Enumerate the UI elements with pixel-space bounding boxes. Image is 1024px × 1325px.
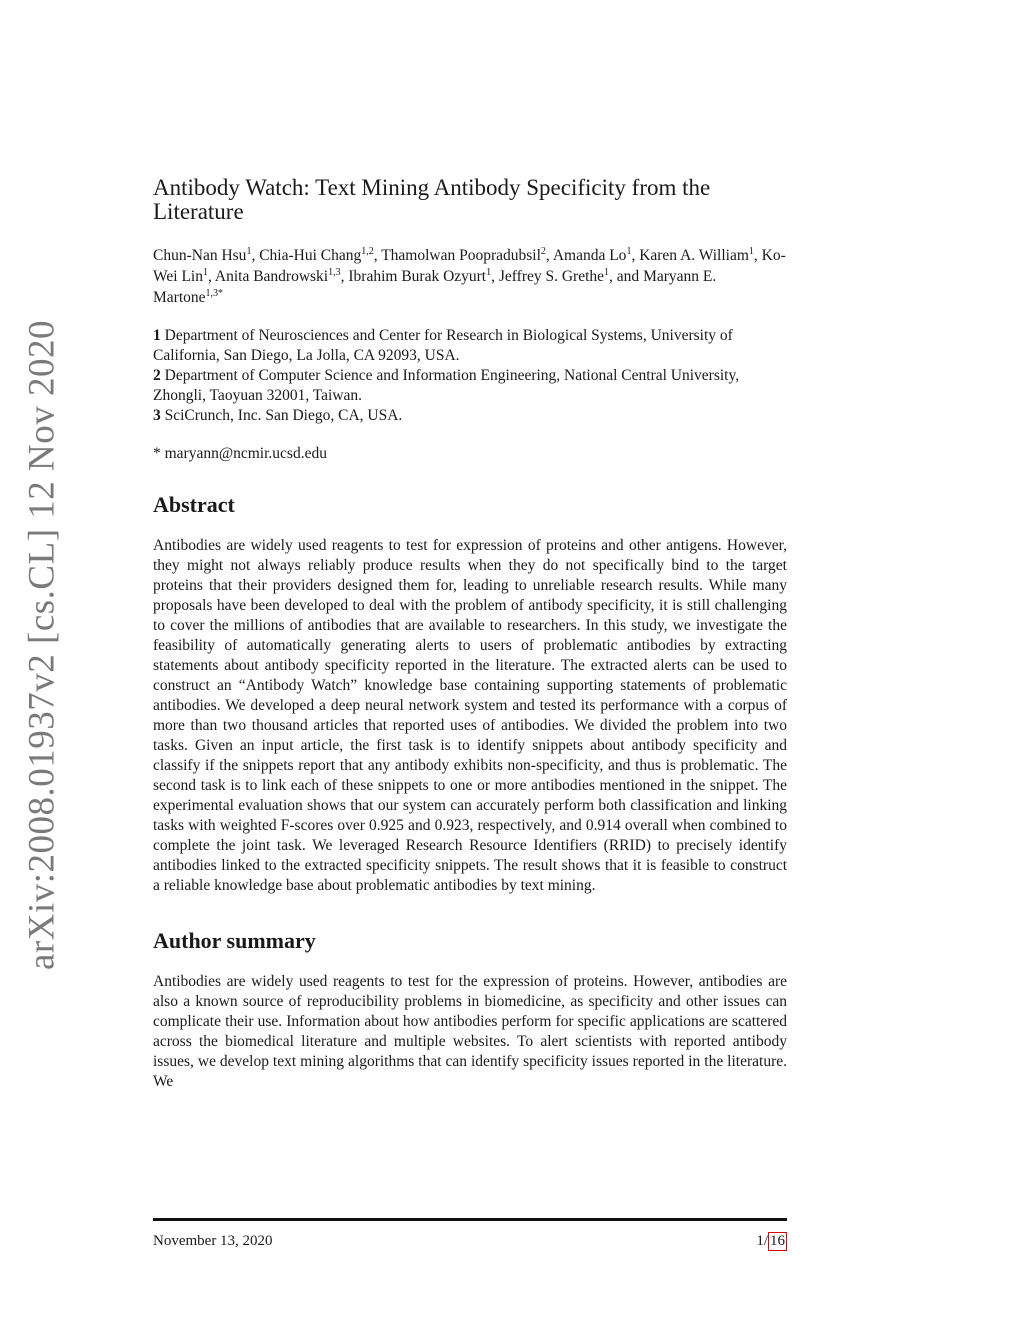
affiliation-number: 3 xyxy=(153,407,161,424)
author-affiliation-marker: 1,3* xyxy=(205,287,224,299)
author xyxy=(259,247,374,264)
affiliation-text: SciCrunch, Inc. San Diego, CA, USA. xyxy=(160,407,403,424)
author xyxy=(553,247,632,264)
author xyxy=(499,268,609,285)
author-summary-heading: Author summary xyxy=(153,928,316,953)
author-affiliation-marker: 1 xyxy=(604,266,610,278)
affiliation-list xyxy=(153,326,787,426)
author-affiliation-marker: 2 xyxy=(540,245,546,257)
paper-content xyxy=(153,176,787,1092)
page-current: 1 xyxy=(756,1233,764,1249)
author-name: Anita Bandrowski xyxy=(214,268,329,285)
affiliation-number: 2 xyxy=(153,367,161,384)
author-name: Chun-Nan Hsu xyxy=(153,247,247,264)
author-name: Jeffrey S. Grethe xyxy=(498,268,605,285)
author-summary-text: Antibodies are widely used reagents to test for the expression of proteins. However, antibodies are also a known source of reproducibility problems in biomedicine, as specificity and other issues can complicate their use. Information about how antibodies perform for specific applications are scattered across the biomedical literature and multiple websites. To alert scientists with reported antibody issues, we develop text mining algorithms that can identify specificity issues reported in the literature. We xyxy=(153,973,787,1090)
author xyxy=(639,247,754,264)
arxiv-identifier: arXiv:2008.01937v2 [cs.CL] 12 Nov 2020 xyxy=(21,320,63,970)
footer-divider xyxy=(153,1218,787,1221)
author-affiliation-marker: 1 xyxy=(748,245,754,257)
page-number xyxy=(756,1232,787,1251)
author-name: Chia-Hui Chang xyxy=(259,247,362,264)
page-total-link[interactable]: 16 xyxy=(770,1233,785,1249)
author-name: Thamolwan Poopradubsil xyxy=(381,247,541,264)
author-affiliation-marker: 1 xyxy=(202,266,208,278)
corresponding-email: * maryann@ncmir.ucsd.edu xyxy=(153,445,327,462)
affiliation xyxy=(153,326,787,366)
author xyxy=(381,247,546,264)
author-name: Maryann E. Martone xyxy=(153,268,717,306)
affiliation-number: 1 xyxy=(153,327,161,344)
author-affiliation-marker: 1 xyxy=(246,245,252,257)
author-affiliation-marker: 1 xyxy=(626,245,632,257)
abstract-text: Antibodies are widely used reagents to test for expression of proteins and other antigens. However, they might not always reliably produce results when they do not specifically bind to the target proteins that their providers designed them for, leading to unreliable research results. While many proposals have been developed to deal with the problem of antibody specificity, it is still challenging to cover the millions of antibodies that are available to researchers. In this study, we investigate the feasibility of automatically generating alerts to users of problematic antibodies by extracting statements about antibody specificity reported in the literature. The extracted alerts can be used to construct an “Antibody Watch” knowledge base containing supporting statements of problematic antibodies. We developed a deep neural network system and tested its performance with a corpus of more than two thousand articles that reported uses of antibodies. We divided the problem into two tasks. Given an input article, the first task is to identify snippets about antibody specificity and classify if the snippets report that any antibody exhibits non-specificity, and thus is problematic. The second task is to link each of these snippets to one or more antibodies mentioned in the snippet. The experimental evaluation shows that our system can accurately perform both classification and linking tasks with weighted F-scores over 0.925 and 0.923, respectively, and 0.914 overall when combined to complete the joint task. We leveraged Research Resource Identifiers (RRID) to precisely identify antibodies linked to the extracted specificity snippets. The result shows that it is feasible to construct a reliable knowledge base about problematic antibodies by text mining. xyxy=(153,537,787,894)
author xyxy=(215,268,341,285)
page-separator: / xyxy=(763,1233,768,1249)
author xyxy=(153,247,251,264)
author-name: Ko-Wei Lin xyxy=(153,247,786,285)
author xyxy=(348,268,491,285)
affiliation-text: Department of Neurosciences and Center for Research in Biological Systems, University of California, San Diego, La Jolla, CA 92093, USA. xyxy=(153,327,733,364)
author-name: Ibrahim Burak Ozyurt xyxy=(348,268,487,285)
paper-title: Antibody Watch: Text Mining Antibody Specificity from the Literature xyxy=(153,175,711,224)
author-affiliation-marker: 1 xyxy=(486,266,492,278)
author-name: Karen A. William xyxy=(639,247,749,264)
author-list: Chun-Nan Hsu$^1$, Chia-Hui Chang$^{1,2}$, Thamolwan Poopradubsil$^2$, Amanda Lo$^1$, Karen A. William$^1$, Ko-Wei Lin$^1$, Anita Bandrowski$^{1,3}$, Ibrahim Burak Ozyurt$^1$, Jeffrey S. Grethe$^1$, and Maryann E. Martone$^{1,3*}$ xyxy=(153,245,786,306)
affiliation-text: Department of Computer Science and Information Engineering, National Central University, Zhongli, Taoyuan 32001, Taiwan. xyxy=(153,367,740,404)
author-affiliation-marker: 1,2 xyxy=(361,245,374,257)
abstract-heading: Abstract xyxy=(153,492,235,517)
author-name: Amanda Lo xyxy=(552,247,627,264)
affiliation xyxy=(153,366,787,406)
footer-date: November 13, 2020 xyxy=(153,1233,273,1249)
affiliation xyxy=(153,406,787,426)
author-affiliation-marker: 1,3 xyxy=(328,266,341,278)
